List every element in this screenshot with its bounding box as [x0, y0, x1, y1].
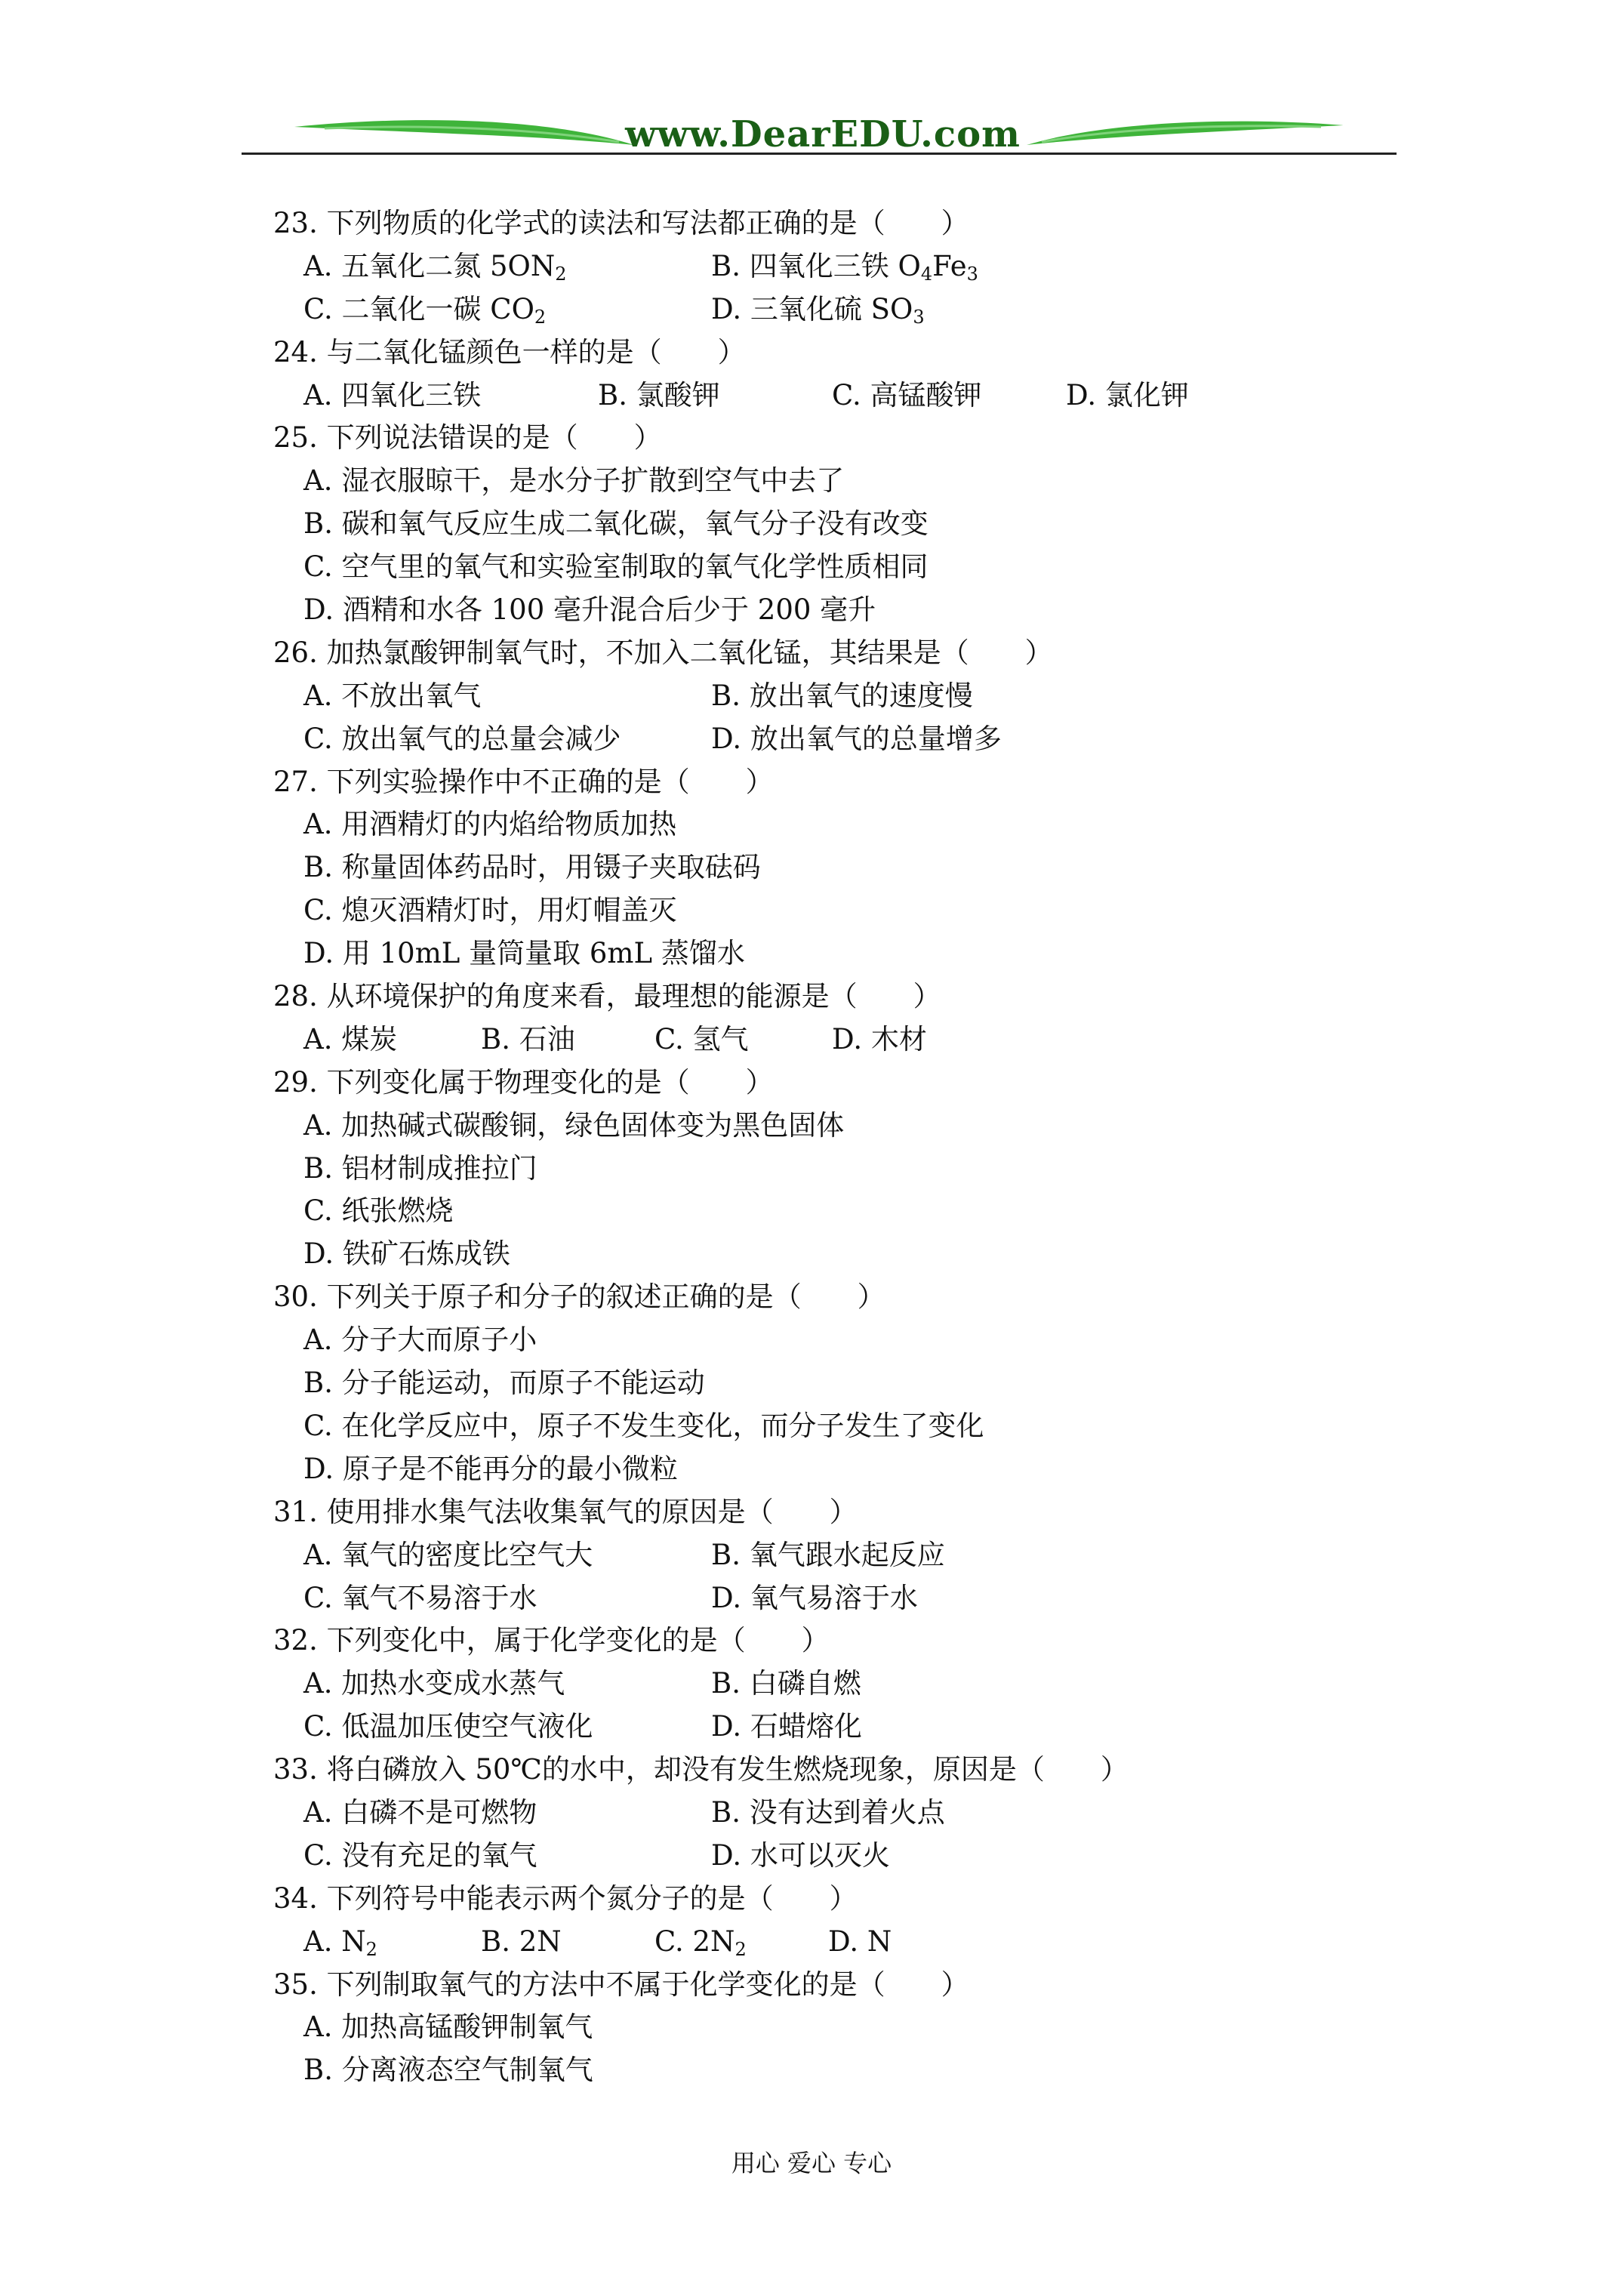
- option-label: D.: [1066, 378, 1105, 411]
- option-row: [273, 1792, 1375, 1835]
- option-text: N: [867, 1925, 892, 1958]
- question-text: 将白磷放入 50℃的水中，却没有发生燃烧现象，原因是（ ）: [317, 1753, 1129, 1786]
- option-label: A.: [303, 378, 342, 411]
- answer-option: [832, 374, 982, 418]
- option-label: D.: [303, 593, 343, 627]
- option-label: A.: [303, 2011, 342, 2044]
- answer-option: [711, 1706, 862, 1749]
- option-text: 氢气: [692, 1022, 749, 1056]
- option-text: 原子是不能再分的最小微粒: [342, 1452, 678, 1485]
- option-text: 氯化钾: [1104, 378, 1189, 411]
- answer-option: [303, 808, 676, 840]
- option-label: D.: [828, 1925, 867, 1958]
- option-label: C.: [654, 1022, 693, 1056]
- option-text: 放出氧气的速度慢: [749, 679, 973, 712]
- option-label: B.: [303, 851, 342, 884]
- site-logo-text: www.DearEDU.com: [625, 113, 1021, 156]
- option-text: 纸张燃烧: [341, 1194, 454, 1228]
- option-row: [273, 718, 1375, 761]
- option-text: 用 10mL 量筒量取 6mL 蒸馏水: [342, 937, 745, 970]
- option-row: [273, 245, 1375, 288]
- option-text: N: [341, 1925, 366, 1958]
- option-row: [273, 374, 1375, 418]
- option-label: D.: [711, 1581, 750, 1614]
- answer-option: [711, 1663, 861, 1706]
- option-label: C.: [832, 378, 870, 411]
- option-text: 氧气不易溶于水: [341, 1581, 537, 1614]
- option-label: B.: [303, 1151, 342, 1185]
- option-label: D.: [832, 1022, 871, 1056]
- option-text: 水可以灭火: [750, 1838, 890, 1872]
- option-text: 称量固体药品时，用镊子夹取砝码: [341, 851, 761, 884]
- option-text: 氧气易溶于水: [750, 1581, 918, 1614]
- question-number: 25.: [273, 421, 318, 455]
- option-text: 空气里的氧气和实验室制取的氧气化学性质相同: [341, 550, 929, 584]
- option-text: 白磷不是可燃物: [341, 1795, 537, 1829]
- option-label: C.: [303, 1581, 342, 1614]
- option-text: 用酒精灯的内焰给物质加热: [341, 808, 677, 841]
- question-number: 28.: [273, 980, 318, 1013]
- answer-option: [711, 1534, 945, 1577]
- answer-option: [303, 1109, 844, 1142]
- question-stem: [273, 1964, 1375, 2007]
- page-footer: 用心 爱心 专心: [731, 2149, 892, 2177]
- answer-option: [303, 1534, 593, 1577]
- question-stem: [273, 1062, 1375, 1105]
- answer-option: [832, 1019, 927, 1062]
- answer-option: [654, 1019, 749, 1062]
- option-label: B.: [711, 249, 750, 282]
- option-row: [273, 1148, 1375, 1191]
- question-stem: [273, 632, 1375, 675]
- option-row: [273, 546, 1375, 589]
- option-row: [273, 1233, 1375, 1276]
- question-text: 下列变化中，属于化学变化的是（ ）: [317, 1624, 830, 1657]
- option-row: [273, 803, 1375, 846]
- answer-option: [303, 1792, 537, 1835]
- option-label: D.: [711, 722, 750, 755]
- option-label: A.: [303, 1538, 342, 1571]
- question-text: 使用排水集气法收集氧气的原因是（ ）: [317, 1495, 858, 1528]
- answer-option: [303, 374, 481, 418]
- option-text: 五氧化二氮 5ON: [341, 249, 556, 282]
- option-text: 氯酸钾: [636, 378, 720, 411]
- answer-option: [303, 1663, 565, 1706]
- option-label: B.: [711, 1795, 750, 1829]
- answer-option: [828, 1921, 892, 1964]
- option-text: 铁矿石炼成铁: [342, 1237, 510, 1271]
- answer-option: [711, 1835, 890, 1878]
- option-label: A.: [303, 249, 342, 282]
- option-label: B.: [481, 1022, 519, 1056]
- option-text: 湿衣服晾干，是水分子扩散到空气中去了: [341, 464, 845, 498]
- option-text: 石蜡熔化: [750, 1710, 862, 1743]
- question-text: 下列符号中能表示两个氮分子的是（ ）: [317, 1881, 858, 1915]
- option-row: [273, 1663, 1375, 1706]
- answer-option: [303, 245, 567, 288]
- answer-option: [598, 374, 720, 418]
- option-text: 二氧化一碳 CO: [341, 292, 534, 325]
- answer-option: [711, 288, 925, 331]
- option-text: 没有达到着火点: [749, 1795, 945, 1829]
- page-header: [242, 106, 1397, 159]
- option-label: B.: [711, 1538, 750, 1571]
- answer-option: [303, 894, 677, 926]
- option-row: [273, 288, 1375, 331]
- answer-option: [303, 2054, 593, 2086]
- option-label: A.: [303, 1925, 342, 1958]
- option-label: C.: [303, 894, 342, 927]
- question-list: [273, 202, 1375, 2092]
- question-stem: [273, 202, 1375, 245]
- question-text: 下列物质的化学式的读法和写法都正确的是（ ）: [317, 207, 969, 239]
- option-row: [273, 1019, 1375, 1062]
- option-text: 熄灭酒精灯时，用灯帽盖灭: [341, 894, 677, 927]
- option-row: [273, 460, 1375, 503]
- option-label: C.: [654, 1925, 693, 1958]
- option-row: [273, 1190, 1375, 1233]
- option-label: B.: [303, 2054, 342, 2087]
- answer-option: [303, 550, 929, 583]
- option-text: 放出氧气的总量增多: [750, 722, 1002, 755]
- option-row: [273, 1405, 1375, 1448]
- question-text: 下列制取氧气的方法中不属于化学变化的是（ ）: [317, 1968, 969, 2001]
- answer-option: [303, 1019, 397, 1062]
- option-row: [273, 675, 1375, 718]
- option-text: 分子大而原子小: [341, 1324, 537, 1357]
- answer-option: [303, 464, 844, 497]
- option-label: B.: [303, 507, 342, 541]
- option-row: [273, 1577, 1375, 1620]
- option-label: C.: [303, 1409, 342, 1442]
- answer-option: [303, 1367, 705, 1399]
- formula-subscript: 2: [555, 263, 567, 285]
- formula-subscript: 2: [735, 1938, 747, 1960]
- answer-option: [303, 937, 745, 969]
- option-text: 碳和氧气反应生成二氧化碳，氧气分子没有改变: [341, 507, 929, 541]
- answer-option: [1066, 374, 1189, 418]
- question-stem: [273, 1620, 1375, 1663]
- option-label: B.: [481, 1925, 519, 1958]
- option-text: 在化学反应中，原子不发生变化，而分子发生了变化: [341, 1409, 984, 1442]
- option-text: 低温加压使空气液化: [341, 1710, 593, 1743]
- formula-subscript: 2: [534, 306, 547, 328]
- option-text: 氧气跟水起反应: [749, 1538, 945, 1571]
- option-label: A.: [303, 1667, 342, 1700]
- question-stem: [273, 1749, 1375, 1792]
- option-text: 不放出氧气: [341, 679, 482, 712]
- option-label: B.: [598, 378, 636, 411]
- question-text: 与二氧化锰颜色一样的是（ ）: [317, 335, 746, 368]
- answer-option: [303, 1194, 454, 1227]
- answer-option: [481, 1019, 575, 1062]
- question-stem: [273, 417, 1375, 460]
- answer-option: [711, 1792, 945, 1835]
- option-row: [273, 932, 1375, 975]
- option-row: [273, 2049, 1375, 2092]
- question-number: 34.: [273, 1881, 318, 1915]
- question-number: 27.: [273, 765, 318, 798]
- answer-option: [481, 1921, 562, 1964]
- answer-option: [303, 2011, 593, 2043]
- option-label: C.: [303, 1194, 342, 1228]
- option-text: 加热碱式碳酸铜，绿色固体变为黑色固体: [341, 1108, 845, 1142]
- option-text: 分离液态空气制氧气: [341, 2054, 593, 2087]
- option-row: [273, 1319, 1375, 1362]
- question-text: 下列变化属于物理变化的是（ ）: [317, 1065, 774, 1099]
- option-text-tail: Fe: [932, 249, 967, 282]
- option-text: 高锰酸钾: [870, 378, 982, 411]
- question-stem: [273, 761, 1375, 804]
- option-text: 加热高锰酸钾制氧气: [341, 2011, 593, 2044]
- option-text: 氧气的密度比空气大: [341, 1538, 593, 1571]
- option-text: 2N: [519, 1925, 562, 1958]
- question-stem: [273, 331, 1375, 374]
- formula-subscript: 3: [913, 306, 925, 328]
- option-text: 铝材制成推拉门: [341, 1151, 537, 1185]
- option-label: A.: [303, 1022, 342, 1056]
- option-text: 四氧化三铁: [341, 378, 482, 411]
- option-label: C.: [303, 1710, 342, 1743]
- question-stem: [273, 1276, 1375, 1319]
- header-divider: [242, 153, 1397, 155]
- option-row: [273, 2006, 1375, 2049]
- question-text: 下列关于原子和分子的叙述正确的是（ ）: [317, 1281, 885, 1314]
- answer-option: [303, 1835, 537, 1878]
- answer-option: [303, 1410, 984, 1442]
- option-row: [273, 1534, 1375, 1577]
- option-label: D.: [711, 1710, 750, 1743]
- question-number: 26.: [273, 636, 318, 669]
- option-label: B.: [303, 1367, 342, 1400]
- option-text: 四氧化三铁 O: [749, 249, 921, 282]
- answer-option: [711, 675, 973, 718]
- option-label: D.: [303, 1237, 343, 1271]
- option-text: 放出氧气的总量会减少: [341, 722, 621, 755]
- option-label: C.: [303, 550, 342, 584]
- answer-option: [303, 1324, 537, 1356]
- option-label: A.: [303, 464, 342, 498]
- question-stem: [273, 1491, 1375, 1534]
- option-text: 木材: [870, 1022, 927, 1056]
- question-stem: [273, 1878, 1375, 1921]
- option-text: 石油: [519, 1022, 575, 1056]
- answer-option: [711, 245, 978, 288]
- question-number: 31.: [273, 1495, 318, 1528]
- answer-option: [303, 851, 761, 883]
- option-label: A.: [303, 1324, 342, 1357]
- option-label: A.: [303, 679, 342, 712]
- question-number: 33.: [273, 1753, 318, 1786]
- answer-option: [303, 1577, 537, 1620]
- question-number: 23.: [273, 207, 318, 239]
- option-row: [273, 1706, 1375, 1749]
- option-label: D.: [711, 292, 750, 325]
- option-label: D.: [303, 937, 343, 970]
- option-row: [273, 503, 1375, 546]
- option-text: 没有充足的氧气: [341, 1838, 537, 1872]
- option-row: [273, 889, 1375, 932]
- option-row: [273, 1835, 1375, 1878]
- option-row: [273, 1448, 1375, 1491]
- answer-option: [711, 1577, 918, 1620]
- question-number: 30.: [273, 1281, 318, 1314]
- answer-option: [654, 1921, 747, 1964]
- option-label: A.: [303, 808, 342, 841]
- answer-option: [303, 1453, 678, 1485]
- option-row: [273, 846, 1375, 889]
- option-text: 酒精和水各 100 毫升混合后少于 200 毫升: [342, 593, 876, 627]
- option-label: B.: [711, 1667, 750, 1700]
- question-text: 下列说法错误的是（ ）: [317, 421, 662, 455]
- question-number: 35.: [273, 1968, 318, 2001]
- question-number: 32.: [273, 1624, 318, 1657]
- answer-option: [303, 718, 621, 761]
- answer-option: [303, 1237, 510, 1270]
- formula-subscript: 3: [966, 263, 978, 285]
- option-row: [273, 589, 1375, 632]
- option-text: 煤炭: [341, 1022, 398, 1056]
- option-label: A.: [303, 1795, 342, 1829]
- option-row: [273, 1921, 1375, 1964]
- question-number: 29.: [273, 1065, 318, 1099]
- option-label: C.: [303, 292, 342, 325]
- question-number: 24.: [273, 335, 318, 368]
- option-label: D.: [711, 1838, 750, 1872]
- answer-option: [303, 593, 876, 626]
- option-row: [273, 1105, 1375, 1148]
- formula-subscript: 4: [920, 263, 933, 285]
- option-label: C.: [303, 1838, 342, 1872]
- question-text: 下列实验操作中不正确的是（ ）: [317, 765, 774, 798]
- option-text: 三氧化硫 SO: [750, 292, 913, 325]
- answer-option: [303, 675, 481, 718]
- option-label: A.: [303, 1108, 342, 1142]
- option-text: 加热水变成水蒸气: [341, 1667, 565, 1700]
- answer-option: [711, 718, 1002, 761]
- question-text: 加热氯酸钾制氧气时，不加入二氧化锰，其结果是（ ）: [317, 636, 1053, 669]
- option-label: B.: [711, 679, 750, 712]
- option-text: 白磷自燃: [749, 1667, 861, 1700]
- question-stem: [273, 975, 1375, 1019]
- answer-option: [303, 507, 929, 540]
- formula-subscript: 2: [365, 1938, 377, 1960]
- answer-option: [303, 1706, 593, 1749]
- answer-option: [303, 288, 546, 331]
- option-row: [273, 1362, 1375, 1405]
- option-text: 2N: [692, 1925, 735, 1958]
- answer-option: [303, 1152, 537, 1185]
- answer-option: [303, 1921, 377, 1964]
- option-text: 分子能运动，而原子不能运动: [341, 1367, 705, 1400]
- option-label: D.: [303, 1452, 343, 1485]
- option-label: C.: [303, 722, 342, 755]
- question-text: 从环境保护的角度来看，最理想的能源是（ ）: [317, 980, 941, 1013]
